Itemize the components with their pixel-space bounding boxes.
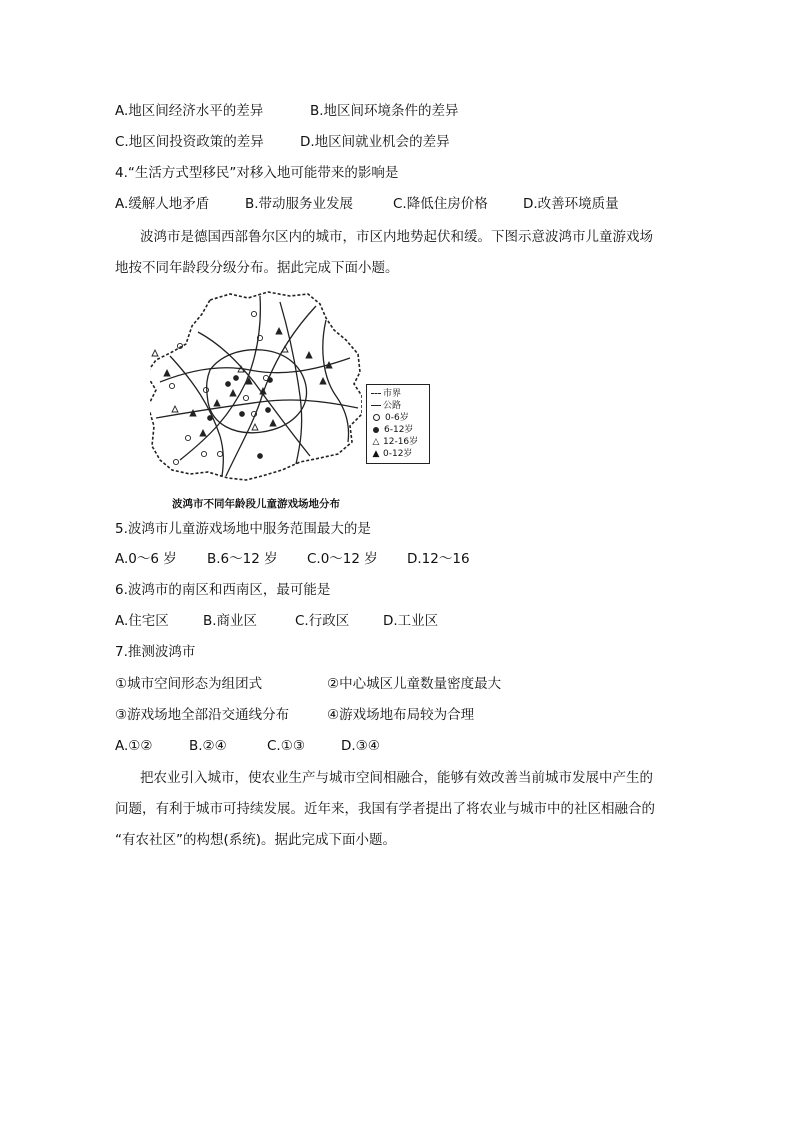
passage1-line2: 地按不同年龄段分级分布。据此完成下面小题。: [115, 260, 399, 276]
legend-city-boundary: 市界: [371, 388, 425, 400]
map-caption: 波鸿市不同年龄段儿童游戏场地分布: [172, 498, 340, 510]
marker-6-12: [208, 416, 213, 421]
q3-options-row1: [115, 101, 459, 121]
marker-0-6: [169, 383, 174, 388]
marker-0-12: [230, 390, 236, 396]
q4-option-b: B.带动服务业发展: [245, 196, 354, 212]
marker-0-6: [251, 311, 256, 316]
q4-option-a: A.缓解人地矛盾: [115, 196, 210, 212]
q5-option-b: B.6～12 岁: [207, 551, 278, 567]
q3-option-d: D.地区间就业机会的差异: [300, 134, 450, 150]
marker-0-6: [243, 395, 248, 400]
marker-6-12: [226, 382, 231, 387]
road: [226, 306, 316, 476]
q5-option-a: A.0～6 岁: [115, 551, 177, 567]
road: [323, 320, 349, 442]
marker-6-12: [268, 378, 273, 383]
q7-stem: 7.推测波鸿市: [115, 644, 196, 660]
marker-0-12: [270, 420, 276, 426]
q3-option-c: C.地区间投资政策的差异: [115, 134, 264, 150]
marker-6-12: [240, 412, 245, 417]
marker-0-6: [173, 459, 178, 464]
q7-statements-row1: [115, 674, 501, 694]
map-legend: [366, 384, 430, 464]
q7-option-a: A.①②: [115, 738, 153, 754]
q6-stem: 6.波鸿市的南区和西南区，最可能是: [115, 582, 331, 598]
legend-age-0-12: ▲ 0-12岁: [372, 449, 413, 459]
marker-0-6: [185, 435, 190, 440]
q7-statement-3: ③游戏场地全部沿交通线分布: [115, 707, 290, 723]
q5-stem: 5.波鸿市儿童游戏场地中服务范围最大的是: [115, 521, 371, 537]
q5-option-d: D.12～16: [407, 551, 470, 567]
q4-options: [115, 194, 619, 214]
marker-0-6: [201, 451, 206, 456]
q6-option-a: A.住宅区: [115, 613, 169, 629]
boundary-line-icon: [371, 393, 381, 394]
q3-options-row2: [115, 132, 450, 152]
q7-statements-row2: [115, 705, 474, 725]
playground-distribution-map: [150, 286, 370, 506]
passage1-line1: 波鸿市是德国西部鲁尔区内的城市，市区内地势起伏和缓。下图示意波鸿市儿童游戏场: [140, 229, 653, 245]
marker-0-12: [164, 370, 170, 376]
marker-12-16: [152, 350, 158, 356]
q6-option-c: C.行政区: [295, 613, 350, 629]
legend-age-6-12: 6-12岁: [371, 424, 425, 436]
q6-option-b: B.商业区: [203, 613, 258, 629]
passage2-line2: 问题，有利于城市可持续发展。近年来，我国有学者提出了将农业与城市中的社区相融合的: [115, 801, 655, 817]
q7-statement-4: ④游戏场地布局较为合理: [327, 707, 475, 723]
q7-option-d: D.③④: [341, 738, 380, 754]
road-line-icon: [371, 405, 381, 406]
passage2-line3: “有农社区”的构想(系统)。据此完成下面小题。: [115, 832, 397, 848]
filled-triangle-icon: ▲: [372, 449, 380, 459]
q4-option-c: C.降低住房价格: [393, 196, 488, 212]
marker-0-12: [214, 400, 220, 406]
marker-12-16: [172, 406, 178, 412]
marker-0-6: [203, 387, 208, 392]
q4-option-d: D.改善环境质量: [523, 196, 619, 212]
legend-age-12-16: △ 12-16岁: [372, 437, 419, 447]
legend-road: 公路: [371, 400, 425, 412]
filled-circle-icon: [373, 427, 379, 433]
q6-options: [115, 611, 438, 631]
q3-option-b: B.地区间环境条件的差异: [310, 103, 459, 119]
hollow-triangle-icon: △: [372, 437, 380, 447]
marker-0-12: [306, 352, 312, 358]
legend-age-0-6: 0-6岁: [371, 412, 425, 424]
q6-option-d: D.工业区: [383, 613, 439, 629]
passage2-line1: 把农业引入城市，使农业生产与城市空间相融合，能够有效改善当前城市发展中产生的: [140, 770, 653, 786]
q7-statement-1: ①城市空间形态为组团式: [115, 676, 263, 692]
road: [170, 356, 223, 476]
q5-options: [115, 549, 470, 569]
road: [198, 332, 310, 456]
map-svg: [150, 286, 370, 506]
q7-options: [115, 736, 380, 756]
marker-0-12: [200, 430, 206, 436]
marker-6-12: [258, 454, 263, 459]
marker-0-6: [217, 451, 222, 456]
q5-option-c: C.0～12 岁: [307, 551, 378, 567]
q7-statement-2: ②中心城区儿童数量密度最大: [327, 676, 502, 692]
q7-option-c: C.①③: [267, 738, 305, 754]
marker-0-12: [320, 378, 326, 384]
marker-0-12: [276, 328, 282, 334]
hollow-circle-icon: [373, 414, 380, 421]
marker-6-12: [234, 376, 239, 381]
q7-option-b: B.②④: [189, 738, 227, 754]
q3-option-a: A.地区间经济水平的差异: [115, 103, 264, 119]
q4-stem: 4.“生活方式型移民”对移入地可能带来的影响是: [115, 165, 399, 181]
marker-12-16: [252, 424, 258, 430]
marker-6-12: [266, 408, 271, 413]
